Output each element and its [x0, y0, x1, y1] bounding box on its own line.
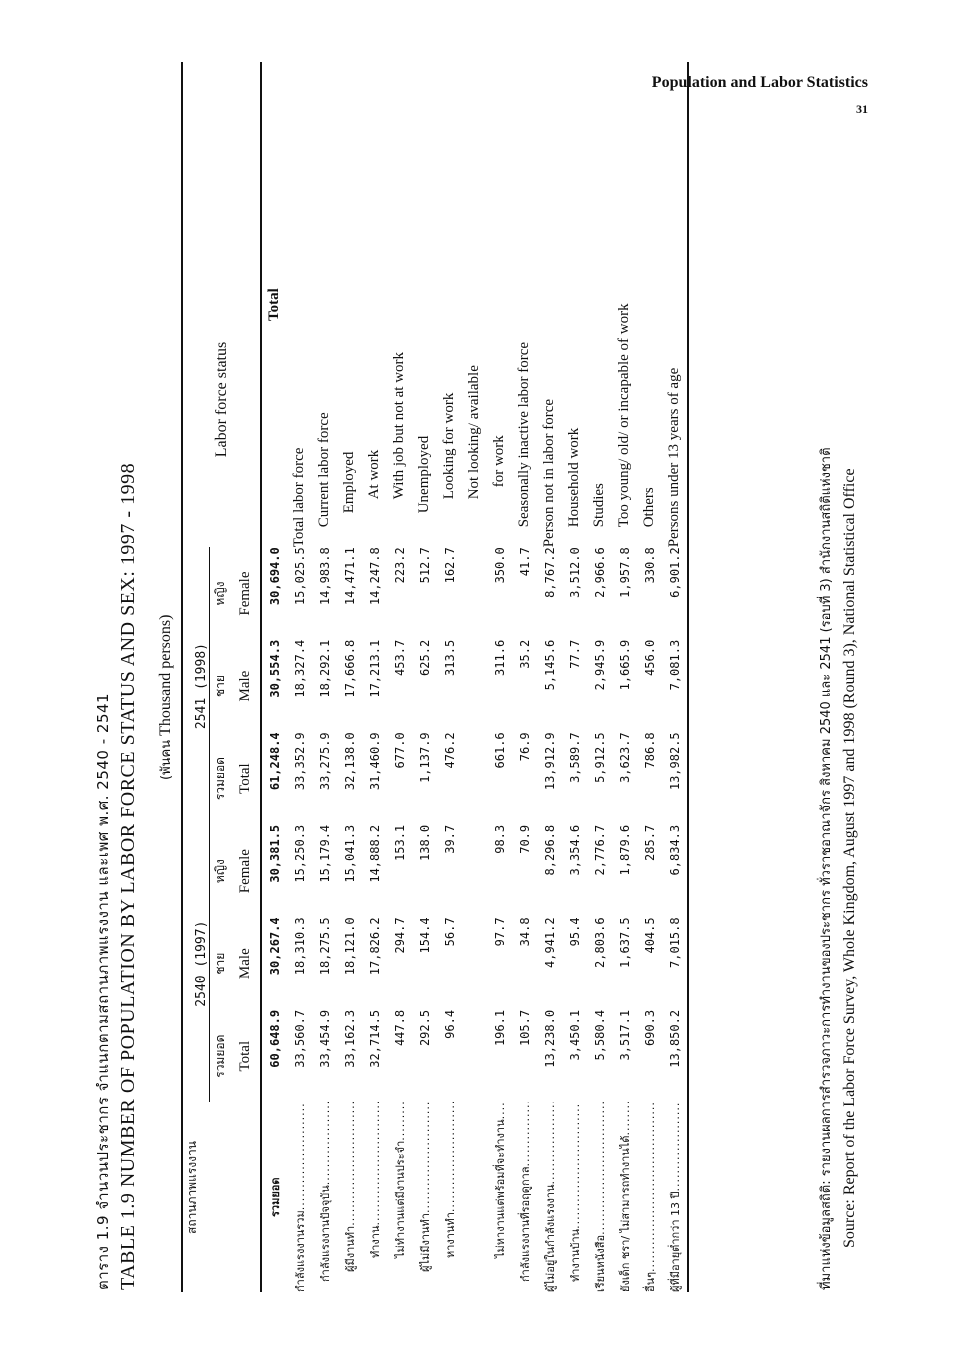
value-cell: 61,248.4 — [267, 732, 282, 791]
value-cell: 196.1 — [492, 1009, 507, 1047]
value-cell: 32,714.5 — [367, 1009, 382, 1068]
value-cell: 33,275.9 — [317, 732, 332, 791]
value-cell: 13,850.2 — [667, 1009, 682, 1068]
value-cell: 95.4 — [567, 917, 582, 947]
row-header-thai: สถานภาพแรงงาน — [185, 1141, 199, 1234]
row-label-english: Others — [641, 487, 657, 528]
value-cell: 330.8 — [642, 547, 657, 584]
unit-note — [155, 615, 176, 780]
value-cell: 786.8 — [642, 732, 657, 769]
value-cell: 404.5 — [642, 917, 657, 954]
row-label-english: Household work — [566, 427, 582, 528]
value-cell: 661.6 — [492, 732, 507, 769]
value-cell: 17,213.1 — [367, 639, 382, 698]
col-header-thai: ชาย — [212, 952, 227, 975]
value-cell: 6,834.3 — [667, 824, 682, 876]
row-label-thai: รวมยอด — [268, 1177, 282, 1217]
value-cell: 18,275.5 — [317, 917, 332, 976]
col-header-thai: หญิง — [212, 859, 227, 884]
value-cell: 162.7 — [442, 547, 457, 584]
source-note-english: Source: Report of the Labor Force Survey, Whole Kingdom, August 1997 and 1998 (Round 3), National Statistical Office — [841, 468, 858, 1248]
value-cell: 313.5 — [442, 639, 457, 676]
row-label-english: Too young/ old/ or incapable of work — [616, 303, 632, 528]
row-label-thai: ผู้ไม่มีงานทำ ..... — [412, 1102, 437, 1292]
value-cell: 7,015.8 — [667, 917, 682, 968]
value-cell: 33,162.3 — [342, 1009, 357, 1068]
value-cell: 223.2 — [392, 547, 407, 584]
value-cell: 153.1 — [392, 824, 407, 861]
value-cell: 350.0 — [492, 547, 507, 584]
table-row — [362, 62, 387, 1292]
col-header-english: Male — [236, 948, 253, 980]
col-header-thai: หญิง — [212, 581, 227, 606]
table-row — [387, 62, 412, 1292]
row-label-english: Person not in labor force — [541, 398, 557, 548]
row-header-english: Labor force status — [212, 341, 230, 458]
value-cell: 13,238.0 — [542, 1009, 557, 1068]
value-cell: 30,554.3 — [267, 639, 282, 698]
value-cell: 3,623.7 — [617, 732, 632, 783]
value-cell — [462, 1010, 487, 1103]
value-cell: 456.0 — [642, 639, 657, 676]
value-cell: 625.2 — [417, 639, 432, 676]
value-cell: 512.7 — [417, 547, 432, 584]
value-cell: 31,460.9 — [367, 732, 382, 791]
value-cell: 30,694.0 — [267, 547, 282, 606]
row-label-thai: ผู้ที่มีอายุต่ำกว่า 13 ปี ..... — [662, 1102, 688, 1292]
value-cell: 14,983.8 — [317, 547, 332, 606]
value-cell: 2,803.6 — [592, 917, 607, 968]
value-cell: 39.7 — [442, 824, 457, 854]
table-row — [637, 62, 662, 1292]
table-row — [537, 62, 562, 1292]
value-cell: 56.7 — [442, 917, 457, 947]
value-cell: 3,450.1 — [567, 1009, 582, 1061]
table-row — [662, 62, 688, 1292]
value-cell: 13,982.5 — [667, 732, 682, 791]
row-label-english: Persons under 13 years of age — [666, 367, 682, 548]
row-label-thai: ทำงาน ..... — [362, 1102, 387, 1292]
row-label-thai: เรียนหนังสือ ..... — [587, 1102, 612, 1292]
value-cell: 5,912.5 — [592, 732, 607, 783]
col-header-english: Total — [236, 1040, 253, 1072]
col-header-thai: ชาย — [212, 675, 227, 698]
unit-note-thai: (พันคน — [159, 739, 174, 780]
row-label-thai: ผู้ไม่อยู่ในกำลังแรงงาน ..... — [537, 1102, 562, 1292]
value-cell: 15,250.3 — [292, 824, 307, 883]
table-row — [562, 62, 587, 1292]
row-label-thai: อื่นๆ ..... — [637, 1102, 662, 1292]
table-row — [612, 62, 637, 1292]
value-cell: 5,145.6 — [542, 639, 557, 691]
value-cell: 2,966.6 — [592, 547, 607, 598]
value-cell: 285.7 — [642, 824, 657, 861]
table-row — [287, 62, 312, 1292]
row-label-english: Employed — [341, 451, 357, 514]
value-cell: 2,776.7 — [592, 824, 607, 876]
row-label-english: Total labor force — [291, 447, 307, 548]
table-row — [337, 62, 362, 1292]
row-label-english: Looking for work — [441, 392, 457, 500]
value-cell: 292.5 — [417, 1009, 432, 1047]
value-cell: 30,381.5 — [267, 824, 282, 883]
source-note-thai: ที่มาแห่งข้อมูลสถิติ: รายงานผลการสำรวจภาวะการทำงานของประชากร ทั่วราชอาณาจักร สิงหาคม 2540 และ 2541 (รอบที่ 3) สำนักงานสถิติแห่งชาติ — [819, 447, 834, 1290]
table-row — [412, 62, 437, 1292]
value-cell: 70.9 — [517, 824, 532, 854]
row-label-thai: ผู้มีงานทำ ..... — [337, 1102, 362, 1292]
value-cell: 98.3 — [492, 824, 507, 854]
value-cell: 15,179.4 — [317, 824, 332, 883]
table-row — [312, 62, 337, 1292]
table-row — [587, 62, 612, 1292]
row-label-thai: กำลังแรงงานปัจจุบัน ..... — [312, 1102, 337, 1292]
section-title: Population and Labor Statistics — [651, 74, 868, 91]
value-cell: 33,352.9 — [292, 732, 307, 791]
value-cell: 2,945.9 — [592, 639, 607, 691]
row-label-english: Total — [266, 288, 282, 322]
value-cell — [462, 640, 487, 733]
row-label-thai: ไม่หางานแต่พร้อมที่จะทำงาน ..... — [487, 1102, 512, 1292]
value-cell: 60,648.9 — [267, 1009, 282, 1068]
value-cell: 311.6 — [492, 639, 507, 676]
value-cell: 3,512.0 — [567, 547, 582, 598]
value-cell: 138.0 — [417, 824, 432, 861]
value-cell: 3,517.1 — [617, 1009, 632, 1061]
value-cell: 32,138.0 — [342, 732, 357, 791]
row-label-english: for work — [491, 435, 507, 488]
row-label-thai — [462, 1102, 487, 1292]
col-header-thai: รวมยอด — [212, 1034, 227, 1078]
table-row — [512, 62, 537, 1292]
value-cell — [462, 732, 487, 825]
value-cell: 1,879.6 — [617, 824, 632, 876]
value-cell: 3,354.6 — [567, 824, 582, 876]
value-cell: 41.7 — [517, 547, 532, 577]
row-label-english: At work — [366, 449, 382, 500]
value-cell — [462, 825, 487, 918]
value-cell: 294.7 — [392, 917, 407, 954]
value-cell — [462, 547, 487, 640]
value-cell: 447.8 — [392, 1009, 407, 1047]
row-label-thai: ยังเด็ก ชรา/ ไม่สามารถทำงานได้ ..... — [612, 1102, 637, 1292]
value-cell: 18,292.1 — [317, 639, 332, 698]
value-cell: 1,637.5 — [617, 917, 632, 968]
col-header-english: Female — [236, 571, 253, 616]
table-title-english: TABLE 1.9 NUMBER OF POPULATION BY LABOR FORCE STATUS AND SEX: 1997 - 1998 — [117, 462, 139, 1290]
value-cell: 453.7 — [392, 639, 407, 676]
table-row — [487, 62, 512, 1292]
value-cell: 14,247.8 — [367, 547, 382, 606]
year-1998-header: 2541 (1998) — [182, 547, 210, 825]
value-cell: 18,121.0 — [342, 917, 357, 976]
row-label-thai: หางานทำ ..... — [437, 1102, 462, 1292]
value-cell: 35.2 — [517, 639, 532, 669]
value-cell: 1,137.9 — [417, 732, 432, 783]
value-cell: 1,665.9 — [617, 639, 632, 691]
col-header-english: Female — [236, 849, 253, 894]
value-cell: 34.8 — [517, 917, 532, 947]
table-row — [437, 62, 462, 1292]
value-cell: 105.7 — [517, 1009, 532, 1047]
row-label-thai: กำลังแรงงานที่รอฤดูกาล ..... — [512, 1102, 537, 1292]
value-cell: 15,025.5 — [292, 547, 307, 606]
table-body — [261, 62, 688, 1292]
value-cell: 18,327.4 — [292, 639, 307, 698]
value-cell: 476.2 — [442, 732, 457, 769]
value-cell: 5,580.4 — [592, 1009, 607, 1061]
row-label-english: Unemployed — [416, 435, 432, 514]
value-cell: 690.3 — [642, 1009, 657, 1047]
unit-note-english: Thousand persons) — [157, 614, 174, 736]
value-cell: 30,267.4 — [267, 917, 282, 976]
value-cell: 15,041.3 — [342, 824, 357, 883]
value-cell: 1,957.8 — [617, 547, 632, 598]
col-header-thai: รวมยอด — [212, 757, 227, 801]
row-label-english: Current labor force — [316, 412, 332, 528]
labor-force-table — [181, 62, 689, 1292]
row-label-english: Seasonally inactive labor force — [516, 341, 532, 528]
value-cell: 677.0 — [392, 732, 407, 769]
row-label-english: Studies — [591, 483, 607, 528]
value-cell: 17,666.8 — [342, 639, 357, 698]
table-row — [462, 62, 487, 1292]
value-cell: 6,901.2 — [667, 547, 682, 598]
value-cell: 8,767.2 — [542, 547, 557, 598]
col-header-english: Total — [236, 763, 253, 794]
row-label-thai: ทำงานบ้าน ..... — [562, 1102, 587, 1292]
value-cell: 17,826.2 — [367, 917, 382, 976]
value-cell: 96.4 — [442, 1009, 457, 1039]
year-1997-header: 2540 (1997) — [182, 825, 210, 1103]
page-number: 31 — [856, 102, 868, 116]
value-cell: 76.9 — [517, 732, 532, 762]
value-cell: 77.7 — [567, 639, 582, 669]
row-label-english: Not looking/ available — [466, 365, 482, 500]
row-label-english: With job but not at work — [391, 351, 407, 500]
value-cell: 97.7 — [492, 917, 507, 947]
value-cell: 33,560.7 — [292, 1009, 307, 1068]
value-cell: 3,589.7 — [567, 732, 582, 783]
value-cell: 18,310.3 — [292, 917, 307, 976]
value-cell: 7,081.3 — [667, 639, 682, 691]
value-cell: 33,454.9 — [317, 1009, 332, 1068]
value-cell: 14,471.1 — [342, 547, 357, 606]
row-label-thai: กำลังแรงงานรวม ..... — [287, 1102, 312, 1292]
row-label-thai: ไม่ทำงานแต่มีงานประจำ ..... — [387, 1102, 412, 1292]
value-cell: 13,912.9 — [542, 732, 557, 791]
value-cell: 4,941.2 — [542, 917, 557, 968]
value-cell: 8,296.8 — [542, 824, 557, 876]
value-cell: 14,888.2 — [367, 824, 382, 883]
table-title-thai: ตาราง 1.9 จำนวนประชากร จำแนกตามสถานภาพแรงงาน และเพศ พ.ศ. 2540 - 2541 — [94, 692, 112, 1290]
col-header-english: Male — [236, 670, 253, 702]
rotated-table-block — [83, 35, 873, 1300]
value-cell: 154.4 — [417, 917, 432, 954]
value-cell — [462, 917, 487, 1010]
table-row — [261, 62, 287, 1292]
